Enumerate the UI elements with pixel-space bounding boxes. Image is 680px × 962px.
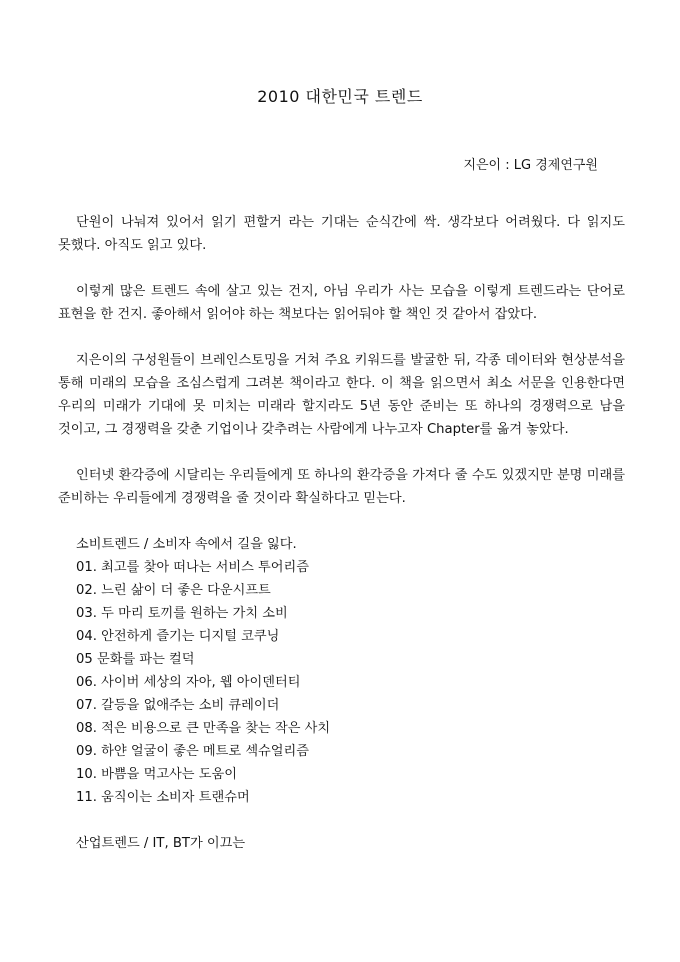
industry-trend-heading: 산업트렌드 / IT, BT가 이끄는 [76, 836, 246, 851]
consumer-trend-heading: 소비트렌드 / 소비자 속에서 길을 잃다. [76, 537, 297, 552]
consumer-trend-list [76, 556, 625, 809]
document-body [58, 211, 625, 855]
author-line: 지은이 : LG 경제연구원 [463, 158, 598, 173]
paragraph-1: 단원이 나눠져 있어서 읽기 편할거 라는 기대는 순식간에 싹. 생각보다 어려웠다. 다 읽지도 못했다. 아직도 읽고 있다. [58, 215, 625, 253]
paragraph-2: 이렇게 많은 트렌드 속에 살고 있는 건지, 아님 우리가 사는 모습을 이렇게 트렌드라는 단어로 표현을 한 건지. 좋아해서 읽어야 하는 책보다는 읽어둬야 할 책인 것 같아서 잡았다. [58, 284, 625, 322]
list-item: 02. 느린 삶이 더 좋은 다운시프트 [76, 583, 271, 598]
list-item: 07. 갈등을 없애주는 소비 큐레이더 [76, 698, 280, 713]
paragraph-4: 인터넷 환각증에 시달리는 우리들에게 또 하나의 환각증을 가져다 줄 수도 있겠지만 분명 미래를 준비하는 우리들에게 경쟁력을 줄 것이라 확실하다고 믿는다. [58, 468, 625, 506]
list-item: 10. 바쁨을 먹고사는 도움이 [76, 767, 237, 782]
list-item: 11. 움직이는 소비자 트랜슈머 [76, 790, 250, 805]
list-item: 03. 두 마리 토끼를 원하는 가치 소비 [76, 606, 288, 621]
list-item: 06. 사이버 세상의 자아, 웹 아이덴터티 [76, 675, 301, 690]
list-item: 05 문화를 파는 컬덕 [76, 652, 195, 667]
list-item: 01. 최고를 찾아 떠나는 서비스 투어리즘 [76, 560, 310, 575]
list-item: 04. 안전하게 즐기는 디지털 코쿠닝 [76, 629, 280, 644]
list-item: 09. 하얀 얼굴이 좋은 메트로 섹슈얼리즘 [76, 744, 310, 759]
list-item: 08. 적은 비용으로 큰 만족을 찾는 작은 사치 [76, 721, 331, 736]
industry-trend-section [58, 832, 625, 855]
consumer-trend-section [58, 533, 625, 809]
paragraph-3: 지은이의 구성원들이 브레인스토밍을 거쳐 주요 키워드를 발굴한 뒤, 각종 데이터와 현상분석을 통해 미래의 모습을 조심스럽게 그려본 책이라고 한다. 이 책을 읽으면서 최소 서문을 인용한다면 우리의 미래가 기대에 못 미치는 미래라 할지라도 5년 동안 준비는 또 하나의 경쟁력으로 남을 것이고, 그 경쟁력을 갖춘 기업이나 갖추려는 사람에게 나누고자 Chapter를 옮겨 놓았다. [58, 353, 625, 437]
document-title: 2010 대한민국 트렌드 [257, 87, 423, 106]
